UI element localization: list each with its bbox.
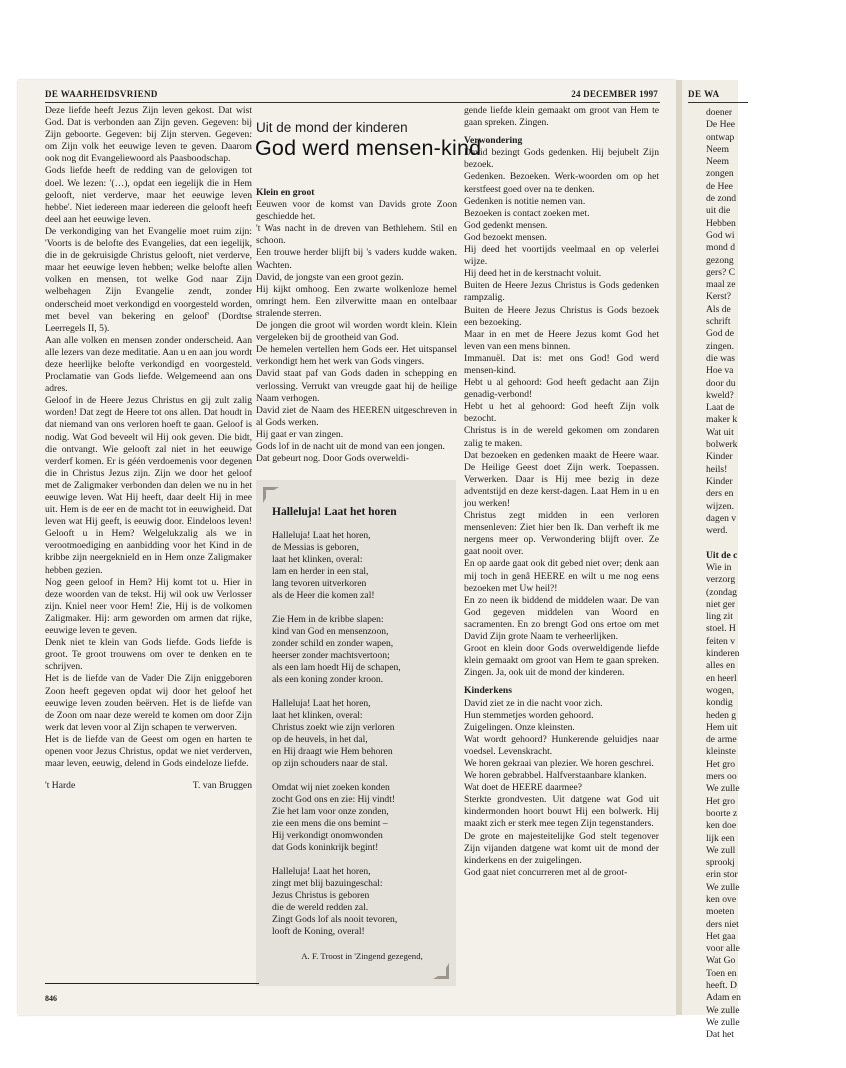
poem-line: zie een mens die ons bemint – bbox=[272, 818, 388, 829]
paragraph: Gods lof in de nacht uit de mond van een jongen. bbox=[256, 440, 445, 452]
running-head-publication: DE WAARHEIDSVRIEND bbox=[45, 89, 158, 99]
footer-rule bbox=[45, 983, 259, 984]
paragraph: Hebt u al gehoord: God heeft gedacht aan Zijn genadig-verbond! bbox=[464, 377, 659, 401]
next-page-fragment: Als de bbox=[706, 303, 731, 315]
poem-stanza bbox=[272, 782, 452, 854]
paragraph: David ziet de Naam des HEEREN uitgeschreven in al Gods werken. bbox=[256, 404, 457, 428]
next-page-fragment: niet ger bbox=[706, 598, 736, 610]
next-page-fragment: bolwerk bbox=[706, 439, 738, 451]
next-page-fragment: moeten bbox=[706, 906, 735, 918]
next-page-fragment: maker k bbox=[706, 414, 738, 426]
next-page-fragment: de arme bbox=[706, 734, 737, 746]
paragraph: Christus zegt midden in een verloren mensenleven: Ziet hier ben Ik. Dan verheft ik me nergens meer op. Verwondering blijft over. Ze gaat nooit over. bbox=[464, 510, 659, 558]
paragraph: David, de jongste van een groot gezin. bbox=[256, 271, 404, 283]
next-page-fragment: De Hee bbox=[706, 119, 736, 131]
next-page-fragment: de Hee bbox=[706, 180, 733, 192]
next-page-fragment: die was bbox=[706, 352, 736, 364]
column-article-continued bbox=[464, 105, 659, 879]
paragraph: God bezoekt mensen. bbox=[464, 231, 547, 243]
paragraph: Maar in en met de Heere Jezus komt God het leven van een mens binnen. bbox=[464, 328, 659, 352]
poem-line: heerser zonder machtsvertoon; bbox=[272, 650, 390, 661]
poem-line: looft de Koning, overal! bbox=[272, 926, 365, 937]
next-page-fragment: We zull bbox=[706, 844, 736, 856]
next-page-fragment: (zondag bbox=[706, 586, 737, 598]
next-page-fragment: Neem bbox=[706, 143, 729, 155]
poem-line: als de Heer die komen zal! bbox=[272, 590, 375, 601]
next-page-fragment: God de bbox=[706, 328, 734, 340]
paragraph: Hij deed het in de kerstnacht voluit. bbox=[464, 268, 602, 280]
paragraph: Denk niet te klein van Gods liefde. Gods liefde is groot. Te groot trouwens om over te denken en te schrijven. bbox=[45, 637, 252, 673]
poem bbox=[272, 506, 452, 962]
next-page-fragment: We zulle bbox=[706, 881, 740, 893]
paragraph: David bezingt Gods gedenken. Hij bejubelt Zijn bezoek. bbox=[464, 147, 659, 171]
paragraph: We horen gebrabbel. Halfverstaanbare klanken. bbox=[464, 770, 647, 782]
paragraph: Het is de liefde van de Geest om ogen en harten te openen voor Jezus Christus, opdat we niet verderven, maar leven, eeuwig, delend in Gods eindeloze liefde. bbox=[45, 733, 252, 770]
poem-line: zonder schild en zonder wapen, bbox=[272, 638, 394, 649]
next-page-fragment: ling zit bbox=[706, 611, 733, 623]
poem-line: Hij verkondigt onomwonden bbox=[272, 830, 383, 841]
poem-line: en Hij draagt wie Hem behoren bbox=[272, 746, 393, 757]
next-page-fragment: Uit de c bbox=[706, 549, 738, 561]
paragraph: Christus is in de wereld gekomen om zondaren zalig te maken. bbox=[464, 425, 659, 449]
paragraph: Hun stemmetjes worden gehoord. bbox=[464, 709, 594, 721]
poem-stanza bbox=[272, 866, 452, 938]
next-page-fragment: ders niet bbox=[706, 918, 739, 930]
next-page-fragment: God wi bbox=[706, 229, 735, 241]
poem-title: Halleluja! Laat het horen bbox=[272, 506, 397, 518]
paragraph: Dat gebeurt nog. Door Gods overweldi- bbox=[256, 453, 409, 465]
next-page-fragment: kondig bbox=[706, 697, 733, 709]
poem-line: lam en herder in een stal, bbox=[272, 566, 369, 577]
next-page-fragment: doener bbox=[706, 107, 733, 118]
poem-line: Zie het lam voor onze zonden, bbox=[272, 806, 389, 817]
poem-line: laat het klinken, overal: bbox=[272, 554, 363, 565]
header-rule bbox=[45, 102, 660, 103]
next-page-fragment: We zulle bbox=[706, 1004, 740, 1016]
next-page-fragment: uit die bbox=[706, 205, 731, 217]
next-page-fragment: Dat het bbox=[706, 1029, 734, 1041]
paragraph: God gedenkt mensen. bbox=[464, 219, 548, 231]
next-page-fragment: Hem uit bbox=[706, 721, 738, 733]
next-page-fragment: Kerst? bbox=[706, 291, 732, 303]
next-page-fragment: heils! bbox=[706, 463, 728, 475]
next-page-fragment: Het gro bbox=[706, 795, 736, 807]
paragraph: 't Was nacht in de dreven van Bethlehem. Stil en schoon. bbox=[256, 223, 457, 247]
paragraph: Groot en klein door Gods overweldigende liefde klein gemaakt om groot van Hem te gaan spreken. Zingen. Ja, ook uit de mond der kinderen. bbox=[464, 643, 659, 679]
next-page-fragment: Neem bbox=[706, 156, 729, 168]
next-page-fragment: heeft. D bbox=[706, 980, 737, 992]
next-page-fragment: Wat Go bbox=[706, 955, 736, 967]
paragraph: Eeuwen voor de komst van Davids grote Zoon geschiedde het. bbox=[256, 199, 457, 223]
next-page-header-rule bbox=[688, 102, 748, 103]
next-page-fragment: heden g bbox=[706, 709, 737, 721]
next-page-fragment: ken doe bbox=[706, 820, 737, 832]
next-page-fragment: mers oo bbox=[706, 771, 737, 783]
poem-line: Zie Hem in de kribbe slapen: bbox=[272, 614, 384, 625]
poem-credit: A. F. Troost in 'Zingend gezegend, bbox=[301, 951, 423, 961]
paragraph: We horen gekraai van plezier. We horen geschrei. bbox=[464, 757, 654, 769]
poem-stanza bbox=[272, 614, 452, 686]
next-page-fragment: We zulle bbox=[706, 1016, 740, 1028]
paragraph: De grote en majesteitelijke God stelt tegenover Zijn vijanden datgene wat komt uit de mond der kinderkens en der zuigelingen. bbox=[464, 830, 659, 866]
next-page-fragment: kleinste bbox=[706, 746, 736, 758]
article-title: God werd mensen-kind bbox=[255, 136, 482, 160]
next-page-fragment: mond d bbox=[706, 242, 736, 254]
next-page-fragment: sprookj bbox=[706, 857, 735, 869]
next-page-fragment: kinderen bbox=[706, 648, 740, 660]
next-page-fragment: boorte z bbox=[706, 807, 738, 819]
next-page-fragment: ders en bbox=[706, 488, 734, 500]
paragraph: De verkondiging van het Evangelie moet ruim zijn: 'Voorts is de belofte des Evangelies, dat een iegelijk, die in de gekruisigde Christus gelooft, niet verderve, maar het eeuwige leven hebben; welke belofte allen volken en mensen, tot welke God naar Zijn welbehagen Zijn Evangelie zendt, zonder onderscheid moet verkondigd en voorgesteld worden, met bevel van bekering en geloof' (Dordtse Leerregels II, 5). bbox=[45, 225, 252, 334]
next-page-fragment: alles en bbox=[706, 660, 736, 672]
paragraph: David ziet ze in die nacht voor zich. bbox=[464, 697, 603, 709]
next-page-fragment: Wat uit bbox=[706, 426, 734, 438]
poem-line: Omdat wij niet zoeken konden bbox=[272, 782, 390, 793]
poem-line: Jezus Christus is geboren bbox=[272, 890, 370, 901]
paragraph: Een trouwe herder blijft bij 's vaders kudde waken. Wachten. bbox=[256, 247, 457, 271]
column-meditation-end bbox=[45, 105, 252, 792]
article-kicker: Uit de mond der kinderen bbox=[256, 120, 408, 135]
next-page-fragment: dagen v bbox=[706, 512, 737, 524]
paragraph: God gaat niet concurreren met al de groot- bbox=[464, 866, 628, 878]
poem-line: op zijn schouders naar de stal. bbox=[272, 758, 388, 769]
next-page-fragment: verzorg bbox=[706, 574, 736, 586]
signoff-author: T. van Bruggen bbox=[192, 780, 252, 792]
next-page-fragment: kweld? bbox=[706, 389, 734, 401]
next-page-fragment: wogen, bbox=[706, 684, 734, 696]
paragraph: De hemelen vertellen hem Gods eer. Het uitspansel verkondigt hem het werk van Gods vingers. bbox=[256, 344, 457, 368]
next-page-fragment: schrift bbox=[706, 316, 731, 328]
page-number: 846 bbox=[45, 994, 57, 1003]
corner-ornament-icon bbox=[432, 962, 450, 980]
next-page-fragment: werd. bbox=[706, 525, 728, 537]
paragraph: En op aarde gaat ook dit gebed niet over; denk aan mij toch in genâ HEERE en wilt u me nog eens bezoeken met Uw heil?! bbox=[464, 558, 659, 594]
next-page-fragment: feiten v bbox=[706, 635, 736, 647]
next-page-fragment: de zond bbox=[706, 193, 737, 205]
paragraph: Buiten de Heere Jezus Christus is Gods bezoek een bezoeking. bbox=[464, 304, 659, 328]
next-page-fragment: We zulle bbox=[706, 783, 740, 795]
next-page-running-head: DE WA bbox=[688, 89, 720, 99]
paragraph: Geloof in de Heere Jezus Christus en gij zult zalig worden! Dat zegt de Heere tot ons allen. Dat houdt in dat niemand van ons verloren hoeft te gaan. Geloof is nodig. Wat God beveelt wil Hij ook geven. Die bidt, die ontvangt. Wie gelooft zal niet in het eeuwige verderf komen. Er is géén verdoemenis voor degenen die in Christus Jezus zijn. Zijn we door het geloof met de Zaligmaker verbonden dan delen we nu in het eeuwige leven. Wat Hij heeft, daar deelt Hij in mee uit. Hem is de eer en de macht tot in eeuwigheid. Dat leven wat Hij geeft, is eeuwig door. Eindeloos leven! Gelooft u in Hem? Welgelukzalig als we in verootmoediging en aanbidding voor het Kind in de kribbe zijn neergeknield en in Hem onze Zaligmaker hebben gezien. bbox=[45, 395, 252, 576]
next-page-fragment: gers? C bbox=[706, 266, 736, 278]
next-page-fragment: erin stor bbox=[706, 869, 738, 881]
paragraph: Hij gaat er van zingen. bbox=[256, 428, 344, 440]
paragraph: En zo neen ik biddend de middelen waar. De van God gegeven middelen van Woord en sacramenten. En zo brengt God ons ertoe om met David Zijn grote Naam te verheerlijken. bbox=[464, 594, 659, 643]
poem-line: als een koning zonder kroon. bbox=[272, 674, 384, 685]
paragraph: Hij deed het voortijds veelmaal en op velerlei wijze. bbox=[464, 244, 659, 268]
next-page-fragment: ken ove bbox=[706, 894, 737, 905]
poem-line: die de wereld redden zal. bbox=[272, 902, 369, 913]
poem-line: laat het klinken, overal: bbox=[272, 710, 363, 721]
paragraph: Wat doet de HEERE daarmee? bbox=[464, 782, 583, 794]
poem-box bbox=[256, 480, 456, 986]
poem-line: kind van God en mensenzoon, bbox=[272, 626, 389, 637]
next-page-fragment: voor alle bbox=[706, 943, 740, 955]
column-article-start bbox=[256, 187, 457, 465]
paragraph: David staat paf van Gods daden in schepping en verlossing. Verrukt van vreugde gaat hij de heilige Naam verhogen. bbox=[256, 368, 457, 404]
next-page-fragment: Het gaa bbox=[706, 930, 736, 942]
poem-line: de Messias is geboren, bbox=[272, 542, 359, 553]
next-page-edge bbox=[682, 80, 741, 1041]
signoff-place: 't Harde bbox=[45, 780, 76, 792]
next-page-fragment: gezong bbox=[706, 254, 734, 266]
paragraph: Gods liefde heeft de redding van de gelovigen tot doel. We lezen: '(…), opdat een iegelijk die in Hem gelooft, niet verderve, maar het eeuwige leven hebbe'. Niet iedereen maar iedereen die gelooft heeft deel aan het eeuwige leven. bbox=[45, 165, 252, 225]
next-page-fragment: Hoe va bbox=[706, 365, 734, 377]
paragraph: Hebt u het al gehoord: God heeft Zijn volk bezocht. bbox=[464, 401, 659, 425]
paragraph: De jongen die groot wil worden wordt klein. Klein vergeleken bij de grootheid van God. bbox=[256, 320, 457, 344]
poem-line: Zingt Gods lof als nooit tevoren, bbox=[272, 914, 398, 925]
poem-stanza bbox=[272, 698, 452, 770]
paragraph: Nog geen geloof in Hem? Hij komt tot u. Hier in deze woorden van de tekst. Hij wil ook uw Verlosser zijn. Kniel neer voor Hem! Zie, Hij is de volkomen Zaligmaker. Hij: arm geworden om armen dat rijke, eeuwige leven te geven. bbox=[45, 576, 252, 637]
paragraph: Zuigelingen. Onze kleinsten. bbox=[464, 721, 575, 733]
poem-line: Halleluja! Laat het horen, bbox=[272, 530, 371, 541]
next-page-fragment: Hebben bbox=[706, 217, 736, 229]
paragraph: Aan alle volken en mensen zonder onderscheid. Aan alle lezers van deze meditatie. Aan u en aan jou wordt deze heerlijke belofte verkondigd en voorgesteld. Proclamatie van Gods liefde. Welgemeend aan ons adres. bbox=[45, 334, 252, 395]
next-page-fragment: Kinder bbox=[706, 475, 733, 487]
next-page-fragment: Laat de bbox=[706, 402, 735, 414]
poem-line: Christus zoekt wie zijn verloren bbox=[272, 722, 395, 733]
poem-stanza bbox=[272, 530, 452, 602]
next-page-fragment: zingen. bbox=[706, 340, 734, 352]
paragraph: Hij kijkt omhoog. Een zwarte wolkenloze hemel omringt hem. Een zilverwitte maan en ontelbaar stralende sterren. bbox=[256, 283, 457, 319]
poem-line: Halleluja! Laat het horen, bbox=[272, 866, 371, 877]
paragraph: Sterkte grondvesten. Uit datgene wat God uit kindermonden hoort bouwt Hij een bolwerk. Hij maakt zich er sterk mee tegen Zijn tegenstanders. bbox=[464, 794, 659, 830]
paragraph: Deze liefde heeft Jezus Zijn leven gekost. Dat wist God. Dat is verbonden aan Zijn geven. Gegeven: bij Zijn geboorte. Gegeven: bij Zijn sterven. Gegeven: om Zijn volk het eeuwige leven te geven. Daarom ook nog dit Evangeliewoord als Paasboodschap. bbox=[45, 105, 252, 165]
next-page-fragment: Wie in bbox=[706, 561, 732, 573]
poem-line: zingt met blij bazuingeschal: bbox=[272, 878, 383, 889]
next-page-fragment: door du bbox=[706, 377, 736, 389]
paragraph: Wat wordt gehoord? Hunkerende geluidjes naar voedsel. Levenskracht. bbox=[464, 733, 659, 757]
next-page-fragment: Adam en bbox=[706, 992, 741, 1004]
next-page-fragment: Toen en bbox=[706, 967, 737, 979]
next-page-fragment: lijk een bbox=[706, 832, 735, 844]
signoff bbox=[45, 780, 252, 792]
next-page-fragment: ontwap bbox=[706, 131, 735, 143]
running-head-date: 24 DECEMBER 1997 bbox=[571, 89, 658, 99]
paragraph: Gedenken is notitie nemen van. bbox=[464, 195, 586, 207]
next-page-fragment: Kinder bbox=[706, 451, 733, 463]
section-heading: Verwondering bbox=[464, 135, 523, 147]
page-846 bbox=[18, 80, 676, 1015]
poem-line: dat Gods koninkrijk begint! bbox=[272, 842, 379, 853]
poem-line: als een lam hoedt Hij de schapen, bbox=[272, 662, 401, 673]
section-heading: Klein en groot bbox=[256, 187, 315, 198]
next-page-fragment: Het gro bbox=[706, 758, 736, 770]
section-heading: Kinderkens bbox=[464, 685, 512, 697]
paragraph: Dat bezoeken en gedenken maakt de Heere waar. De Heilige Geest doet Zijn werk. Toepassen. Verwerken. Daar is Hij mee bezig in deze adventstijd en deze kerst-dagen. Laat Hem in u en jou werken! bbox=[464, 449, 659, 509]
paragraph: Bezoeken is contact zoeken met. bbox=[464, 207, 590, 219]
next-page-fragment: maal ze bbox=[706, 279, 736, 291]
paragraph: gende liefde klein gemaakt om groot van Hem te gaan spreken. Zingen. bbox=[464, 105, 659, 129]
paragraph: Immanuël. Dat is: met ons God! God werd mensen-kind. bbox=[464, 352, 659, 376]
next-page-text-fragments bbox=[706, 107, 846, 1042]
poem-line: Halleluja! Laat het horen, bbox=[272, 698, 371, 709]
poem-line: op de heuvels, in het dal, bbox=[272, 734, 368, 745]
next-page-fragment: en heerl bbox=[706, 672, 737, 684]
poem-line: lang tevoren uitverkoren bbox=[272, 578, 367, 589]
paragraph: Het is de liefde van de Vader Die Zijn eniggeboren Zoon heeft gegeven opdat wij door het geloof het eeuwige leven zouden beërven. Het is de liefde van de Zoon om naar deze wereld te komen om door Zijn werk dat leven voor al Zijn schapen te verwerven. bbox=[45, 673, 252, 733]
next-page-fragment bbox=[706, 537, 846, 549]
corner-ornament-icon bbox=[262, 486, 280, 504]
paragraph: Buiten de Heere Jezus Christus is Gods gedenken rampzalig. bbox=[464, 280, 659, 304]
next-page-fragment: zongen bbox=[706, 168, 734, 180]
next-page-fragment: stoel. H bbox=[706, 623, 736, 635]
poem-line: zocht God ons en zie: Hij vindt! bbox=[272, 794, 396, 805]
next-page-fragment: wijzen. bbox=[706, 500, 734, 512]
paragraph: Gedenken. Bezoeken. Werk-woorden om op het kerstfeest goed over na te denken. bbox=[464, 171, 659, 195]
